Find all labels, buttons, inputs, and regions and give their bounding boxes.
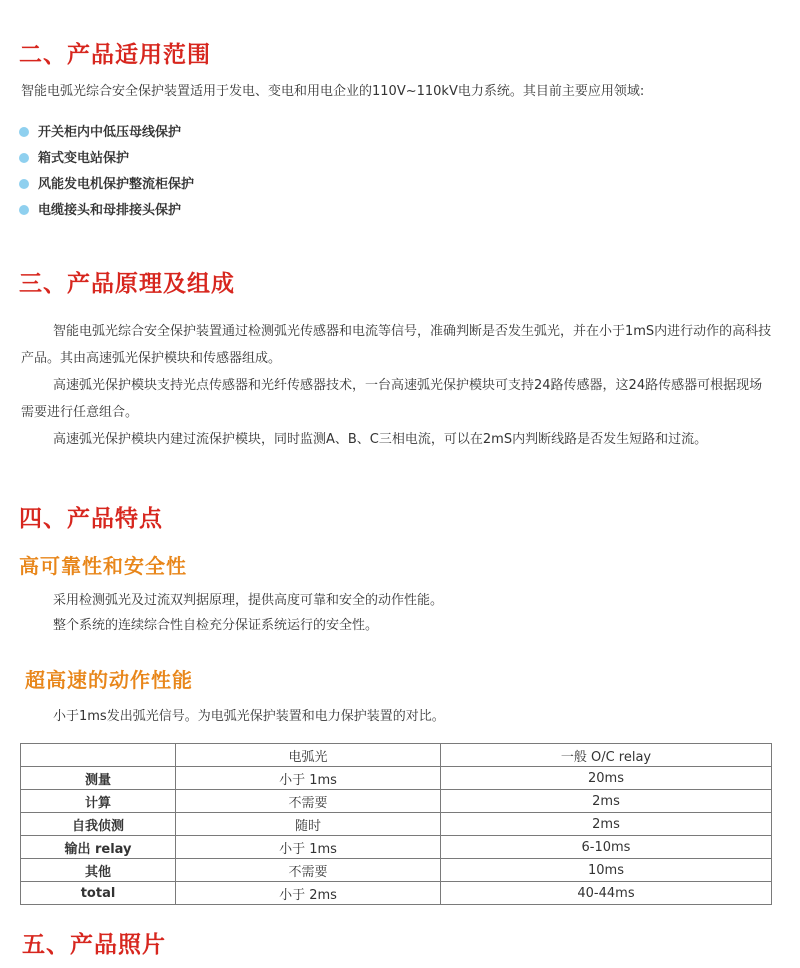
table-row	[21, 859, 772, 882]
bullet-dot-icon	[19, 205, 29, 215]
paragraph: 智能电弧光综合安全保护装置通过检测弧光传感器和电流等信号，准确判断是否发生弧光，并在小于1mS内进行动作的高科技产品。其由高速弧光保护模块和传感器组成。	[21, 324, 772, 366]
row-label: 自我侦测	[21, 813, 176, 836]
table-header-cell	[21, 744, 176, 767]
table-cell: 6-10ms	[441, 836, 772, 859]
table-cell: 小于 1ms	[176, 767, 441, 790]
table-cell: 10ms	[441, 859, 772, 882]
feature-line: 采用检测弧光及过流双判据原理，提供高度可靠和安全的动作性能。	[53, 593, 444, 608]
table-header-cell: 电弧光	[176, 744, 441, 767]
table-cell: 2ms	[441, 790, 772, 813]
table-cell: 小于 2ms	[176, 882, 441, 905]
table-header-cell: 一般 O/C relay	[441, 744, 772, 767]
row-label: 其他	[21, 859, 176, 882]
paragraph: 高速弧光保护模块支持光点传感器和光纤传感器技术，一台高速弧光保护模块可支持24路传感器，这24路传感器可根据现场需要进行任意组合。	[21, 378, 763, 420]
table-cell: 40-44ms	[441, 882, 772, 905]
section-2-intro: 智能电弧光综合安全保护装置适用于发电、变电和用电企业的110V~110kV电力系统。其目前主要应用领域:	[21, 84, 645, 99]
row-label: 测量	[21, 767, 176, 790]
row-label: 输出 relay	[21, 836, 176, 859]
feature-line: 小于1ms发出弧光信号。为电弧光保护装置和电力保护装置的对比。	[53, 709, 445, 724]
paragraph: 高速弧光保护模块内建过流保护模块，同时监测A、B、C三相电流，可以在2mS内判断线路是否发生短路和过流。	[53, 432, 708, 447]
list-item: 开关柜内中低压母线保护	[38, 125, 182, 140]
bullet-dot-icon	[19, 153, 29, 163]
table-cell: 不需要	[176, 859, 441, 882]
table-row	[21, 836, 772, 859]
row-label: 计算	[21, 790, 176, 813]
bullet-dot-icon	[19, 179, 29, 189]
list-item: 箱式变电站保护	[38, 151, 130, 166]
feature-title-reliability: 高可靠性和安全性	[19, 554, 187, 578]
table-cell: 20ms	[441, 767, 772, 790]
table-cell: 随时	[176, 813, 441, 836]
section-4-title: 四、产品特点	[19, 506, 163, 532]
section-5-title: 五、产品照片	[22, 932, 166, 958]
row-label: total	[21, 882, 176, 905]
section-2-title: 二、产品适用范围	[19, 42, 211, 68]
table-row	[21, 813, 772, 836]
comparison-table	[20, 743, 772, 905]
section-3-title: 三、产品原理及组成	[19, 271, 235, 297]
table-cell: 小于 1ms	[176, 836, 441, 859]
table-cell: 不需要	[176, 790, 441, 813]
bullet-dot-icon	[19, 127, 29, 137]
list-item: 电缆接头和母排接头保护	[38, 203, 182, 218]
table-header-row	[21, 744, 772, 767]
list-item: 风能发电机保护整流柜保护	[38, 177, 195, 192]
section-3-body	[21, 318, 775, 453]
table-row	[21, 882, 772, 905]
table-row	[21, 767, 772, 790]
feature-title-speed: 超高速的动作性能	[25, 668, 193, 692]
table-row	[21, 790, 772, 813]
feature-line: 整个系统的连续综合性自检充分保证系统运行的安全性。	[53, 618, 379, 633]
table-cell: 2ms	[441, 813, 772, 836]
